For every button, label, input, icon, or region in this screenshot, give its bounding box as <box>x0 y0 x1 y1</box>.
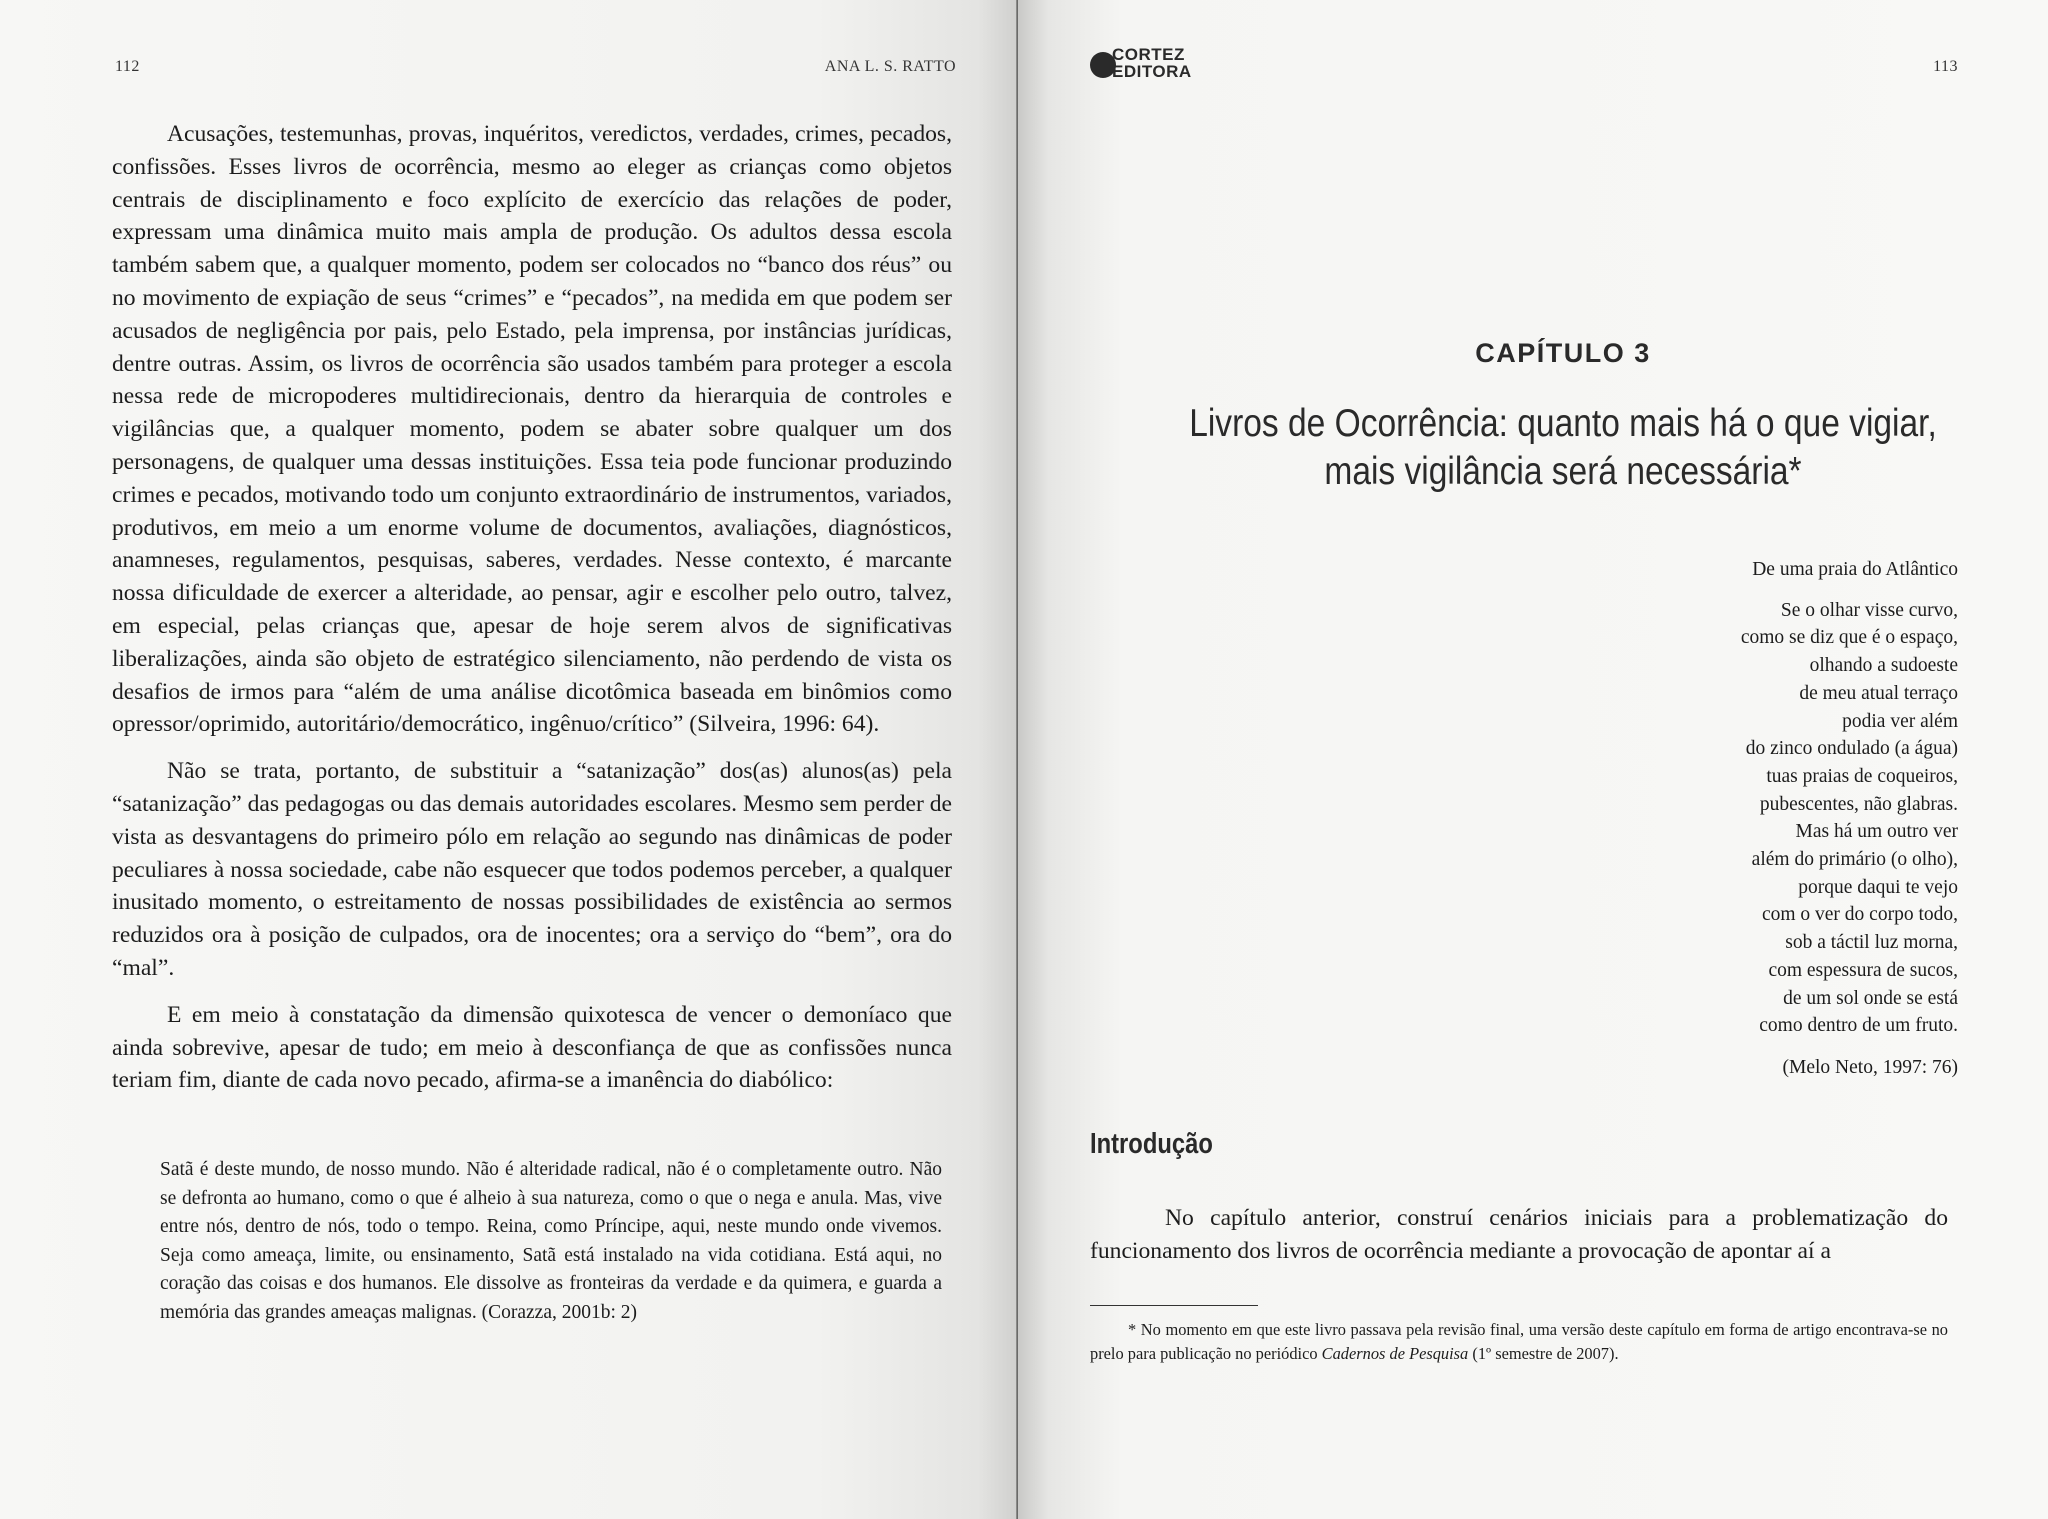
epigraph-line: de meu atual terraço <box>1799 682 1958 704</box>
epigraph-line: podia ver além <box>1842 710 1958 732</box>
section-heading: Introdução <box>1090 1128 1213 1160</box>
paragraph: Não se trata, portanto, de substituir a “satanização” dos(as) alunos(as) pela “satanização” das pedagogas ou das demais autoridades escolares. Mesmo sem perder de vista as desvantagens do primeiro pólo em relação ao segundo nas dinâmicas de poder peculiares à nossa sociedade, cabe não esquecer que todos podemos perceber, a qualquer inusitado momento, o estreitamento de nossas possibilidades de existência ao sermos reduzidos ora à posição de culpados, ora de inocentes; ora a serviço do “bem”, ora do “mal”. <box>112 758 952 981</box>
epigraph-line: além do primário (o olho), <box>1751 849 1958 871</box>
chapter-label: CAPÍTULO 3 <box>1475 338 1651 368</box>
epigraph-citation: (Melo Neto, 1997: 76) <box>1782 1056 1958 1078</box>
epigraph-line: porque daqui te vejo <box>1798 876 1958 898</box>
right-page-number: 113 <box>1933 58 1958 75</box>
footnote-journal: Cadernos de Pesquisa <box>1321 1344 1469 1363</box>
block-quote-text: Satã é deste mundo, de nosso mundo. Não é alteridade radical, não é o completamente outro. Não se defronta ao humano, como o que é alheio à sua natureza, como o que o nega e anula. Mas, vive entre nós, dentro de nós, todo o tempo. Reina, como Príncipe, aqui, neste mundo onde vivemos. Seja como ameaça, limite, ou ensinamento, Satã está instalado na vida cotidiana. Está aqui, no coração das coisas e dos humanos. Ele dissolve as fronteiras da verdade e da quimera, e guarda a memória das grandes ameaças malignas. (Corazza, 2001b: 2) <box>160 1159 942 1323</box>
footnote-text-end: (1º semestre de 2007). <box>1468 1344 1619 1363</box>
epigraph-line: tuas praias de coqueiros, <box>1766 765 1958 787</box>
footnote-text-start: * No momento em que este livro passava pela revisão final, uma versão deste capítulo em forma de artigo encontrava-se no prelo para publicação no periódico <box>1090 1320 1948 1363</box>
epigraph-line: sob a táctil luz morna, <box>1785 932 1958 954</box>
paragraph: E em meio à constatação da dimensão quixotesca de vencer o demoníaco que ainda sobrevive, apesar de tudo; em meio à desconfiança de que as confissões nunca teriam fim, diante de cada novo pecado, afirma-se a imanência do diabólico: <box>112 1001 952 1094</box>
right-body-text <box>1090 1202 1948 1268</box>
epigraph <box>1741 556 1958 1082</box>
chapter-title-line: mais vigilância será necessária* <box>1324 450 1802 493</box>
epigraph-line: Mas há um outro ver <box>1795 821 1958 843</box>
epigraph-line: de um sol onde se está <box>1783 987 1958 1009</box>
epigraph-line: olhando a sudoeste <box>1809 655 1958 677</box>
epigraph-line: pubescentes, não glabras. <box>1759 793 1958 815</box>
epigraph-line: como se diz que é o espaço, <box>1740 627 1958 649</box>
logo-line2: EDITORA <box>1112 62 1192 81</box>
left-body-text <box>112 118 952 1111</box>
epigraph-line: como dentro de um fruto. <box>1759 1015 1958 1037</box>
publisher-logo <box>1090 42 1230 92</box>
logo-line1: CORTEZ <box>1112 45 1185 64</box>
epigraph-title: De uma praia do Atlântico <box>1752 559 1958 580</box>
left-page-number: 112 <box>115 58 140 75</box>
running-head-author: ANA L. S. RATTO <box>824 58 956 75</box>
epigraph-line: com o ver do corpo todo, <box>1761 904 1958 926</box>
chapter-title <box>1146 400 1980 496</box>
paragraph: No capítulo anterior, construí cenários iniciais para a problematização do funcionamento dos livros de ocorrência mediante a provocação de apontar aí a <box>1090 1205 1948 1264</box>
left-page <box>0 0 1018 1519</box>
footnote-rule <box>1090 1305 1258 1306</box>
paragraph: Acusações, testemunhas, provas, inquéritos, veredictos, verdades, crimes, pecados, confissões. Esses livros de ocorrência, mesmo ao eleger as crianças como objetos centrais de disciplinamento e foco explícito de exercício das relações de poder, expressam uma dinâmica muito mais ampla de produção. Os adultos dessa escola também sabem que, a qualquer momento, podem ser colocados no “banco dos réus” ou no movimento de expiação de seus “crimes” e “pecados”, na medida em que podem ser acusados de negligência por pais, pelo Estado, pela imprensa, por instâncias jurídicas, dentre outras. Assim, os livros de ocorrência são usados também para proteger a escola nessa rede de micropoderes multidirecionais, dentro da hierarquia de controles e vigilâncias que, a qualquer momento, podem se abater sobre qualquer um dos personagens, de qualquer uma dessas instituições. Essa teia pode funcionar produzindo crimes e pecados, motivando todo um conjunto extraordinário de instrumentos, variados, produtivos, em meio a um enorme volume de documentos, avaliações, diagnósticos, anamneses, regulamentos, pesquisas, saberes, verdades. Nesse contexto, é marcante nossa dificuldade de exercer a alteridade, ao pensar, agir e escolher pelo outro, talvez, em especial, pelas crianças que, apesar de hoje serem alvos de significativas liberalizações, ainda são objeto de estratégico silenciamento, não perdendo de vista os desafios de irmos para “além de uma análise dicotômica baseada em binômios como opressor/oprimido, autoritário/democrático, ingênuo/crítico” (Silveira, 1996: 64). <box>112 121 952 738</box>
block-quote <box>160 1156 942 1328</box>
epigraph-line: com espessura de sucos, <box>1768 959 1958 981</box>
epigraph-line: do zinco ondulado (a água) <box>1745 738 1958 760</box>
footnote-text <box>1090 1318 1948 1366</box>
chapter-title-line: Livros de Ocorrência: quanto mais há o que vigiar, <box>1189 402 1937 445</box>
right-page <box>1018 0 2048 1519</box>
epigraph-line: Se o olhar visse curvo, <box>1780 599 1958 621</box>
footnote <box>1090 1318 1948 1366</box>
